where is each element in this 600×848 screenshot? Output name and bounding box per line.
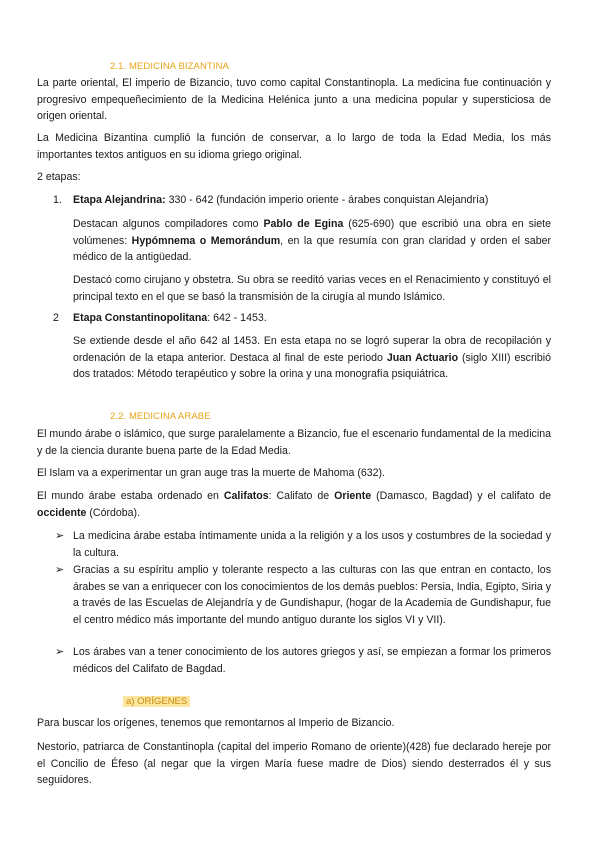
text: (Córdoba). [86, 506, 141, 519]
text: El mundo árabe estaba ordenado en [37, 490, 224, 502]
section-heading-bizantina: 2.1. MEDICINA BIZANTINA [110, 61, 229, 72]
list-item: Gracias a su espíritu amplio y tolerante respecto a las culturas con las que entran en contacto, los árabes se van a enriquecer con los conocimientos de los demás pueblos: Persia, India, Egipto, Siria y a través de las Escuelas de Alejandría y de Gundishapur, (hogar de la Academia de Gundishapur, fue el centro médico más importante del mundo antiguo durante los siglos VI y VII). [73, 564, 551, 626]
section-heading-arabe: 2.2. MEDICINA ARABE [110, 411, 211, 422]
paragraph [37, 488, 551, 521]
subsection-heading-origenes [123, 693, 190, 711]
origins-heading: a) ORÍGENES [123, 696, 190, 707]
stage-text: 330 - 642 (fundación imperio oriente - árabes conquistan Alejandría) [165, 194, 489, 206]
text: , en la que resumía con gran claridad y orden el saber médico de la antigüedad. [73, 234, 552, 263]
work-title: Hypómnema o Memorándum [131, 234, 281, 247]
arrow-bullet-icon: ➢ [55, 530, 65, 542]
paragraph: Destacó como cirujano y obstetra. Su obra se reeditó varias veces en el Renacimiento y constituyó el principal texto en el que se basó la transmisión de la cirugía al mundo Islámico. [73, 274, 551, 303]
term: Califatos [223, 490, 269, 502]
paragraph: La Medicina Bizantina cumplió la función de conservar, a lo largo de toda la Edad Media, los más importantes textos antiguos en su idioma griego original. [37, 132, 551, 161]
list-item: Los árabes van a tener conocimiento de los autores griegos y así, se empiezan a formar los primeros médicos del Califato de Bagdad. [73, 646, 551, 675]
author-name: Pablo de Egina [263, 218, 344, 230]
item-number: 2 [53, 312, 59, 324]
list-item: La medicina árabe estaba íntimamente unida a la religión y a los usos y costumbres de la sociedad y la cultura. [73, 530, 551, 559]
paragraph: Nestorio, patriarca de Constantinopla (capital del imperio Romano de oriente)(428) fue declarado hereje por el Concilio de Éfeso (al negar que la virgen María fuese madre de Dios) siendo desterrados él y sus seguidores. [37, 741, 551, 786]
paragraph [73, 333, 551, 383]
term: Oriente [334, 490, 372, 502]
stage-title: Etapa Alejandrina: [73, 194, 166, 206]
paragraph: El mundo árabe o islámico, que surge paralelamente a Bizancio, fue el escenario fundamental de la medicina y de la ciencia durante buena parte de la Edad Media. [37, 428, 551, 457]
text: (siglo XIII) escribió dos tratados: Método terapéutico y sobre la orina y una monografía psiquiátrica. [73, 351, 551, 380]
paragraph [73, 216, 551, 266]
numbered-item-2 [53, 310, 267, 327]
paragraph: El Islam va a experimentar un gran auge tras la muerte de Mahoma (632). [37, 467, 386, 479]
stages-intro: 2 etapas: [37, 171, 81, 183]
text: Destacan algunos compiladores como [73, 218, 264, 230]
item-number: 1. [53, 194, 62, 206]
paragraph: La parte oriental, El imperio de Bizancio, tuvo como capital Constantinopla. La medicina fue continuación y progresivo empequeñecimiento de la Medicina Helénica junto a una medicina popular y supersticiosa de origen oriental. [37, 77, 551, 122]
stage-title: Etapa Constantinopolitana [73, 312, 208, 324]
text: : Califato de [268, 490, 335, 502]
stage-text: : 642 - 1453. [207, 312, 267, 324]
text: (625-690) que escribió una obra en siete volúmenes: [73, 218, 551, 247]
text: (Damasco, Bagdad) y el califato de [371, 490, 551, 502]
term: occidente [37, 506, 87, 519]
paragraph: Para buscar los orígenes, tenemos que remontarnos al Imperio de Bizancio. [37, 717, 395, 729]
author-name: Juan Actuario [386, 351, 459, 364]
text: Se extiende desde el año 642 al 1453. En esta etapa no se logró superar la obra de recopilación y ordenación de la etapa anterior. Destaca al final de este periodo [73, 335, 551, 364]
arrow-bullet-icon: ➢ [55, 646, 65, 658]
arrow-bullet-icon: ➢ [55, 564, 65, 576]
numbered-item-1 [53, 192, 488, 209]
